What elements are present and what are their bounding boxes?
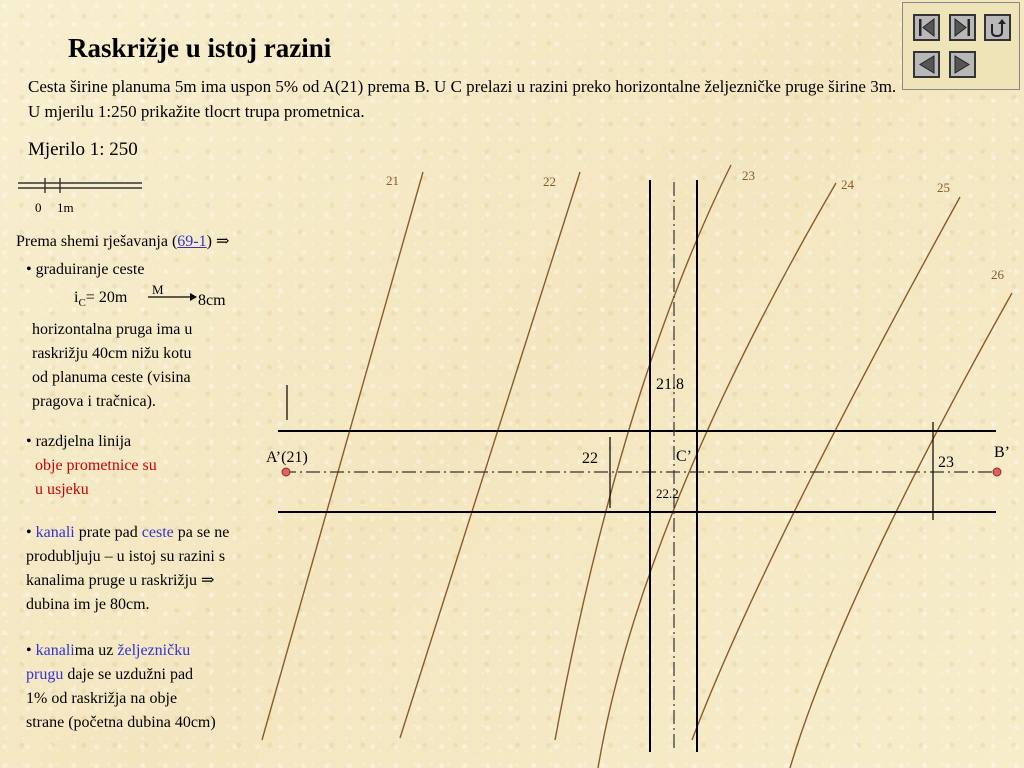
rail-channels-first-line [26,639,216,663]
contour-label-25: 25 [937,180,950,195]
contour-label-22: 22 [543,174,556,189]
grading-formula [74,286,127,315]
divider-note-line: obje prometnice su [35,457,157,474]
channels-keyword: kanali [35,524,75,541]
contour-label-21: 21 [386,173,399,188]
label-b-prime: B’ [994,444,1010,461]
divider-bullet: • razdjelna linija [26,433,132,450]
channels-first-line [26,521,229,545]
channels-line: kanalima pruge u raskrižju ⇒ [26,572,215,589]
rail-channels-note [26,639,216,735]
channels-keyword: kanali [35,642,75,659]
scheme-suffix: ) ⇒ [206,233,230,250]
rail-note-line: pragova i tračnica). [32,393,156,410]
grading-result: 8cm [198,292,226,309]
channels-text: prate pad [74,524,142,541]
rail-channels-second-line [26,663,216,687]
road-keyword: ceste [141,524,174,541]
divider-note [35,454,157,502]
contour-lines [262,165,1012,768]
slide-title: Raskrižje u istoj razini [68,33,332,63]
contour-label-23: 23 [742,168,755,183]
channels-bullet: • [26,524,36,541]
grading-bullet: • graduiranje ceste [26,261,145,278]
arrow-right-icon [146,290,198,304]
point-a-prime [282,468,290,476]
label-c-prime: C’ [676,448,692,465]
point-b-prime [993,468,1001,476]
rail-note [32,318,192,414]
section-lines [287,385,933,520]
contour-label-24: 24 [841,177,854,192]
scheme-reference [16,230,229,254]
rail-note-line: raskrižju 40cm nižu kotu [32,345,192,362]
channels-note [26,521,229,617]
label-rail-22-2: 22.2 [656,486,679,501]
channels-text: pa se ne [173,524,230,541]
scale-tick-0: 0 [35,200,42,215]
channels-line: produbljuju – u istoj su razini s [26,548,226,565]
contour-line-24 [598,183,836,768]
scheme-link[interactable]: 69-1 [177,233,207,250]
label-rail-21-8: 21.8 [656,376,684,393]
rail-note-line: od planuma ceste (visina [32,369,191,386]
formula-value: = 20m [85,289,128,306]
rail-note-line: horizontalna pruga ima u [32,321,193,338]
label-road-22: 22 [582,450,598,467]
label-road-23: 23 [938,454,954,471]
rail-channels-text: daje se uzdužni pad [63,666,194,683]
scale-label: Mjerilo 1: 250 [28,139,138,160]
railway-keyword: željezničku [117,642,191,659]
scheme-prefix: Prema shemi rješavanja ( [16,233,178,250]
label-a-prime: A’(21) [266,449,308,466]
intro-text: Cesta širine planuma 5m ima uspon 5% od A(21) prema B. U C prelazi u razini preko horizontalne željezničke pruge širine 3m. U mjerilu 1:250 prikažite tlocrt trupa prometnica. [28,77,897,121]
channels-line: dubina im je 80cm. [26,596,150,613]
formula-sub: C [78,297,86,310]
contour-line-25 [692,197,960,740]
divider-note-line: u usjeku [35,481,89,498]
contour-label-26: 26 [991,267,1004,282]
formula-i: i [74,289,79,306]
scale-bar [18,178,142,193]
rail-channels-line: strane (početna dubina 40cm) [26,714,216,731]
scale-arrow-label: M [152,282,164,297]
contour-line-22 [400,172,580,738]
rail-channels-bullet: • [26,642,36,659]
scale-tick-1m: 1m [57,200,74,215]
rail-channels-text: ma uz [74,642,118,659]
contour-line-26 [790,293,1012,768]
railway-keyword: prugu [26,666,64,683]
rail-channels-line: 1% od raskrižja na obje [26,690,178,707]
